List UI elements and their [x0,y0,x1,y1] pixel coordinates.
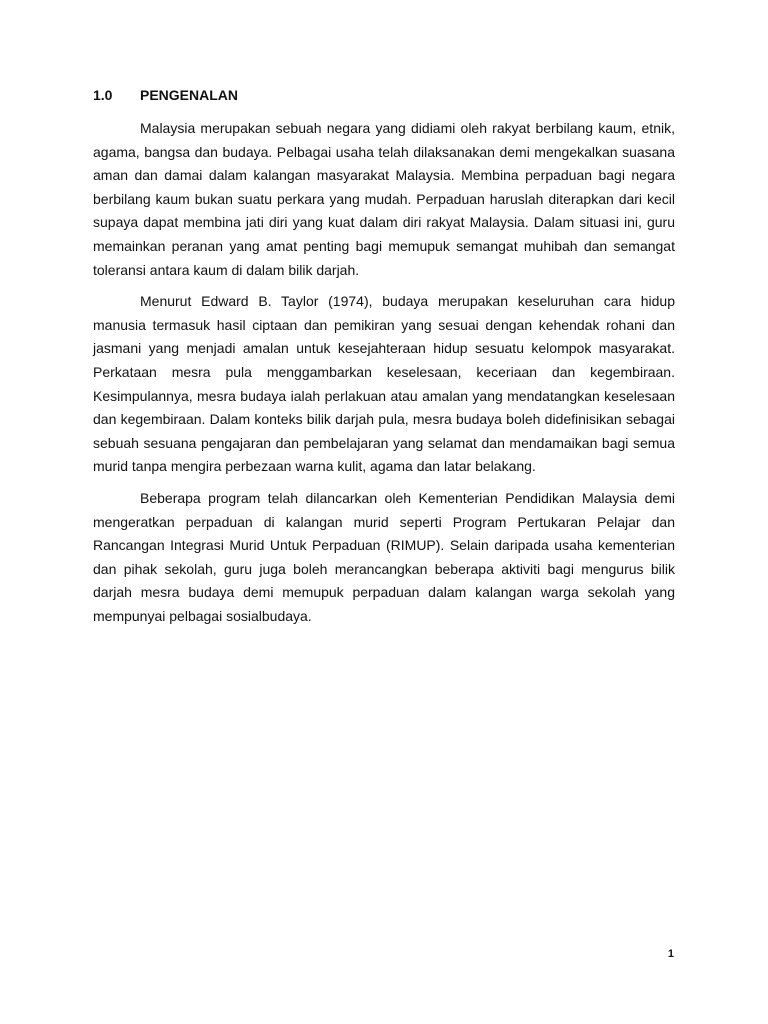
paragraph-1: Malaysia merupakan sebuah negara yang didiami oleh rakyat berbilang kaum, etnik, agama, bangsa dan budaya. Pelbagai usaha telah dilaksanakan demi mengekalkan suasana aman dan damai dalam kalangan masyarakat Malaysia. Membina perpaduan bagi negara berbilang kaum bukan suatu perkara yang mudah. Perpaduan haruslah diterapkan dari kecil supaya dapat membina jati diri yang kuat dalam diri rakyat Malaysia. Dalam situasi ini, guru memainkan peranan yang amat penting bagi memupuk semangat muhibah dan semangat toleransi antara kaum di dalam bilik darjah. [93,120,675,278]
section-title: PENGENALAN [140,87,239,103]
page-number: 1 [667,948,674,960]
paragraph-2: Menurut Edward B. Taylor (1974), budaya merupakan keseluruhan cara hidup manusia termasuk hasil ciptaan dan pemikiran yang sesuai dengan kehendak rohani dan jasmani yang menjadi amalan untuk kesejahteraan hidup sesuatu kelompok masyarakat. Perkataan mesra pula menggambarkan keselesaan, keceriaan dan kegembiraan. Kesimpulannya, mesra budaya ialah perlakuan atau amalan yang mendatangkan keselesaan dan kegembiraan. Dalam konteks bilik darjah pula, mesra budaya boleh didefinisikan sebagai sebuah sesuana pengajaran dan pembelajaran yang selamat dan mendamaikan bagi semua murid tanpa mengira perbezaan warna kulit, agama dan latar belakang. [93,293,675,475]
section-number: 1.0 [93,87,113,103]
paragraph-3: Beberapa program telah dilancarkan oleh Kementerian Pendidikan Malaysia demi mengeratkan perpaduan di kalangan murid seperti Program Pertukaran Pelajar dan Rancangan Integrasi Murid Untuk Perpaduan (RIMUP). Selain daripada usaha kementerian dan pihak sekolah, guru juga boleh merancangkan beberapa aktiviti bagi mengurus bilik darjah mesra budaya demi memupuk perpaduan dalam kalangan warga sekolah yang mempunyai pelbagai sosialbudaya. [93,489,675,624]
section-heading [93,86,238,104]
body-text [93,117,675,636]
